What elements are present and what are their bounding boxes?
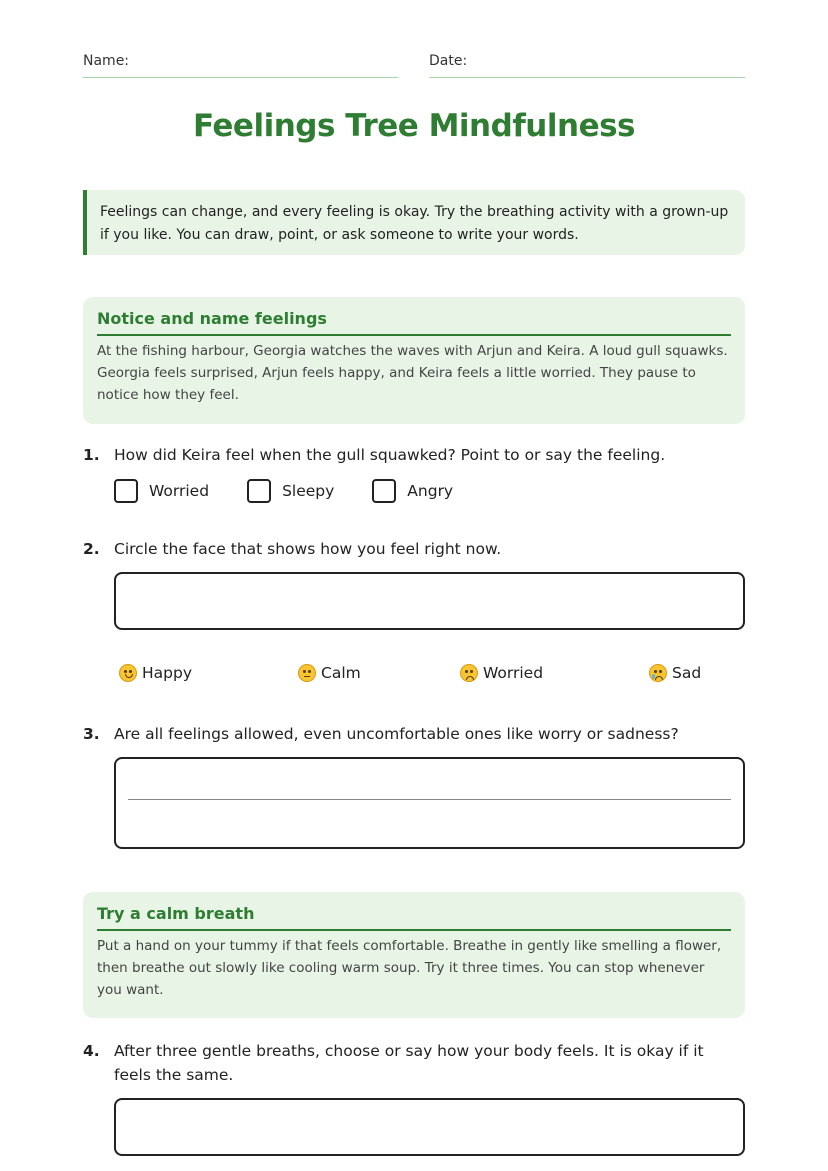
- option-sleepy[interactable]: [247, 479, 334, 503]
- name-label: Name:: [83, 53, 130, 69]
- date-label: Date:: [429, 53, 468, 69]
- name-field[interactable]: [83, 52, 398, 78]
- answer-box-4[interactable]: [114, 1098, 745, 1156]
- face-happy[interactable]: [119, 664, 192, 682]
- section-notice-feelings: [83, 297, 745, 424]
- option-label: Sleepy: [282, 482, 335, 500]
- option-worried[interactable]: [114, 479, 209, 503]
- section-body: Put a hand on your tummy if that feels comfortable. Breathe in gently like smelling a flower, then breathe out slowly like cooling warm soup. Try it three times. You can stop whenever you want.: [97, 938, 722, 998]
- option-angry[interactable]: [372, 479, 453, 503]
- checkbox[interactable]: [247, 479, 271, 503]
- smiling-face-icon: [119, 664, 137, 682]
- question-number: 1.: [83, 446, 100, 464]
- option-label: Worried: [149, 482, 210, 500]
- intro-callout: Feelings can change, and every feeling is okay. Try the breathing activity with a grown-up if you like. You can draw, point, or ask someone to write your words.: [83, 190, 745, 255]
- face-choices: [114, 664, 745, 688]
- face-label: Worried: [483, 664, 544, 682]
- question-1-options: [114, 479, 491, 503]
- checkbox[interactable]: [114, 479, 138, 503]
- question-text: Circle the face that shows how you feel right now.: [114, 540, 502, 558]
- question-text: How did Keira feel when the gull squawked? Point to or say the feeling.: [114, 446, 666, 464]
- option-label: Angry: [407, 482, 454, 500]
- crying-face-icon: [649, 664, 667, 682]
- face-calm[interactable]: [298, 664, 361, 682]
- face-label: Sad: [672, 664, 702, 682]
- question-number: 2.: [83, 540, 100, 558]
- question-number: 3.: [83, 725, 100, 743]
- page-title: Feelings Tree Mindfulness: [192, 108, 635, 144]
- question-text: Are all feelings allowed, even uncomfortable ones like worry or sadness?: [114, 725, 679, 743]
- face-sad[interactable]: [649, 664, 701, 682]
- question-text: After three gentle breaths, choose or say how your body feels. It is okay if it feels the same.: [114, 1042, 704, 1084]
- answer-box-2[interactable]: [114, 572, 745, 630]
- worried-face-icon: [460, 664, 478, 682]
- writing-line: [128, 799, 731, 800]
- checkbox[interactable]: [372, 479, 396, 503]
- header-fields: [83, 52, 745, 78]
- section-body: At the fishing harbour, Georgia watches the waves with Arjun and Keira. A loud gull squawks. Georgia feels surprised, Arjun feels happy, and Keira feels a little worried. They pause to notice how they feel.: [97, 343, 728, 403]
- face-worried[interactable]: [460, 664, 543, 682]
- face-label: Happy: [142, 664, 193, 682]
- date-field[interactable]: [429, 52, 745, 78]
- section-heading: Try a calm breath: [97, 904, 731, 931]
- relieved-face-icon: [298, 664, 316, 682]
- face-label: Calm: [321, 664, 361, 682]
- answer-box-3[interactable]: [114, 757, 745, 849]
- section-heading: Notice and name feelings: [97, 309, 731, 336]
- question-number: 4.: [83, 1042, 100, 1060]
- section-calm-breath: [83, 892, 745, 1018]
